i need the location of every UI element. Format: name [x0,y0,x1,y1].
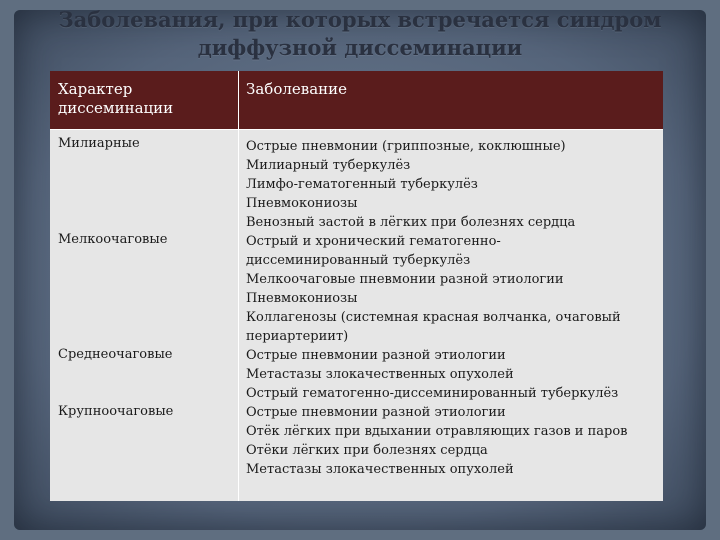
category-large-focal: Крупноочаговые [58,404,174,419]
category-medium-focal: Среднеочаговые [58,347,173,362]
disease-item: периартериит) [246,329,349,344]
disease-item: Лимфо-гематогенный туберкулёз [246,177,478,192]
disease-table [50,71,663,501]
header-dissemination: Характер диссеминации [58,80,174,117]
disease-list [246,137,658,479]
row-divider [50,129,663,130]
category-small-focal: Мелкоочаговые [58,232,168,247]
disease-item: Милиарный туберкулёз [246,158,411,173]
disease-item: Острый и хронический гематогенно- [246,234,501,249]
column-divider [238,71,239,501]
disease-item: Пневмокониозы [246,291,358,306]
slide-title: Заболевания, при которых встречается синдром диффузной диссеминации [58,7,662,60]
disease-item: Коллагенозы (системная красная волчанка, очаговый [246,310,621,325]
disease-item: Острые пневмонии разной этиологии [246,405,506,420]
disease-item: Метастазы злокачественных опухолей [246,462,514,477]
disease-item: Пневмокониозы [246,196,358,211]
disease-item: Отёки лёгких при болезнях сердца [246,443,488,458]
category-miliary: Милиарные [58,136,140,151]
disease-item: Отёк лёгких при вдыхании отравляющих газов и паров [246,424,628,439]
disease-item: Острые пневмонии разной этиологии [246,348,506,363]
table-header-row [50,71,663,129]
disease-item: Острый гематогенно-диссеминированный туберкулёз [246,386,619,401]
disease-item: Острые пневмонии (гриппозные, коклюшные) [246,139,566,154]
disease-item: Метастазы злокачественных опухолей [246,367,514,382]
disease-item: Мелкоочаговые пневмонии разной этиологии [246,272,564,287]
disease-item: диссеминированный туберкулёз [246,253,471,268]
header-disease: Заболевание [246,80,348,98]
disease-item: Венозный застой в лёгких при болезнях сердца [246,215,576,230]
